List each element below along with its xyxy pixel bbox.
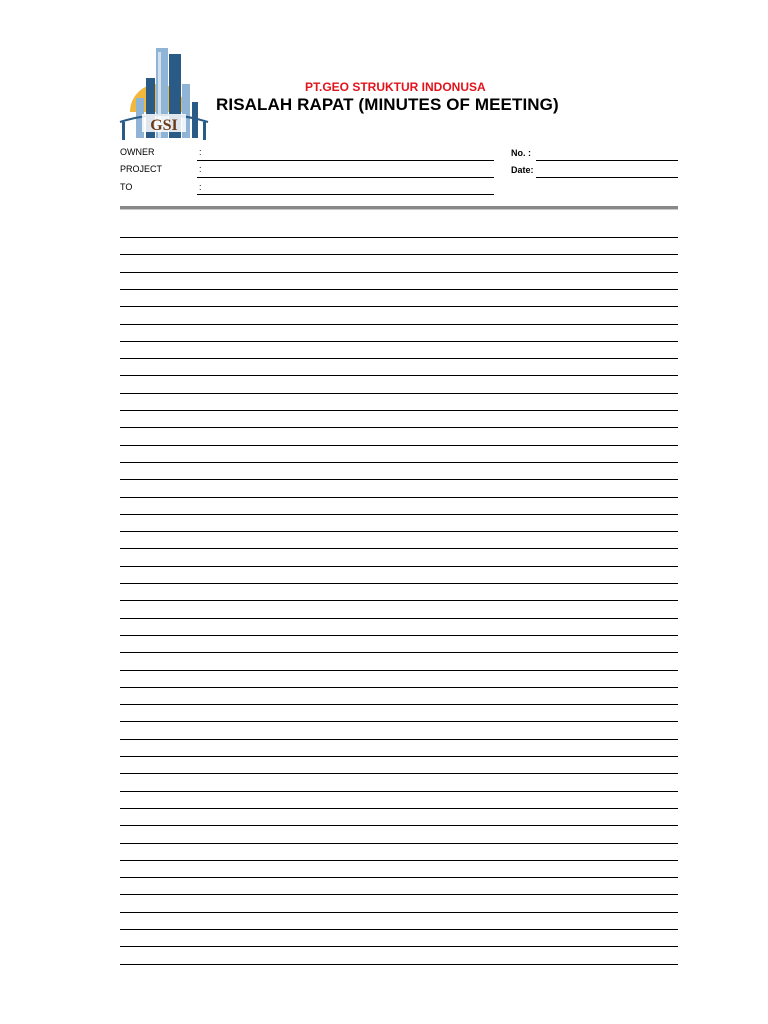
project-field[interactable] xyxy=(197,177,494,178)
owner-field[interactable] xyxy=(197,160,494,161)
note-line[interactable] xyxy=(120,254,678,255)
owner-colon: : xyxy=(199,147,202,157)
note-line[interactable] xyxy=(120,860,678,861)
note-line[interactable] xyxy=(120,462,678,463)
note-line[interactable] xyxy=(120,825,678,826)
note-line[interactable] xyxy=(120,843,678,844)
note-line[interactable] xyxy=(120,635,678,636)
note-line[interactable] xyxy=(120,946,678,947)
note-line[interactable] xyxy=(120,427,678,428)
note-line[interactable] xyxy=(120,375,678,376)
document-title: RISALAH RAPAT (MINUTES OF MEETING) xyxy=(216,95,559,114)
to-label: TO xyxy=(120,182,133,192)
company-name: PT.GEO STRUKTUR INDONUSA xyxy=(305,80,486,94)
note-line[interactable] xyxy=(120,479,678,480)
note-line[interactable] xyxy=(120,773,678,774)
note-line[interactable] xyxy=(120,912,678,913)
note-line[interactable] xyxy=(120,756,678,757)
note-line[interactable] xyxy=(120,618,678,619)
note-line[interactable] xyxy=(120,324,678,325)
note-line[interactable] xyxy=(120,964,678,965)
project-label: PROJECT xyxy=(120,164,163,174)
note-line[interactable] xyxy=(120,894,678,895)
note-line[interactable] xyxy=(120,306,678,307)
date-field[interactable] xyxy=(536,177,678,178)
to-colon: : xyxy=(199,182,202,192)
note-line[interactable] xyxy=(120,358,678,359)
note-line[interactable] xyxy=(120,566,678,567)
note-line[interactable] xyxy=(120,721,678,722)
note-line[interactable] xyxy=(120,341,678,342)
note-line[interactable] xyxy=(120,808,678,809)
note-line[interactable] xyxy=(120,497,678,498)
owner-label: OWNER xyxy=(120,147,155,157)
note-line[interactable] xyxy=(120,410,678,411)
note-line[interactable] xyxy=(120,272,678,273)
note-line[interactable] xyxy=(120,704,678,705)
gsi-logo-icon xyxy=(118,44,210,142)
project-colon: : xyxy=(199,164,202,174)
note-line[interactable] xyxy=(120,289,678,290)
note-line[interactable] xyxy=(120,877,678,878)
note-line[interactable] xyxy=(120,531,678,532)
note-line[interactable] xyxy=(120,687,678,688)
note-line[interactable] xyxy=(120,583,678,584)
note-line[interactable] xyxy=(120,600,678,601)
note-line[interactable] xyxy=(120,739,678,740)
note-line[interactable] xyxy=(120,445,678,446)
note-line[interactable] xyxy=(120,393,678,394)
note-line[interactable] xyxy=(120,514,678,515)
no-label: No. : xyxy=(511,148,531,158)
company-logo xyxy=(118,44,210,142)
note-line[interactable] xyxy=(120,791,678,792)
note-line[interactable] xyxy=(120,548,678,549)
note-line[interactable] xyxy=(120,670,678,671)
logo-text: GSI xyxy=(150,117,178,134)
to-field[interactable] xyxy=(197,194,494,195)
note-line[interactable] xyxy=(120,237,678,238)
date-label: Date: xyxy=(511,165,534,175)
note-line[interactable] xyxy=(120,652,678,653)
note-line[interactable] xyxy=(120,929,678,930)
no-field[interactable] xyxy=(536,160,678,161)
header-divider xyxy=(120,206,678,210)
